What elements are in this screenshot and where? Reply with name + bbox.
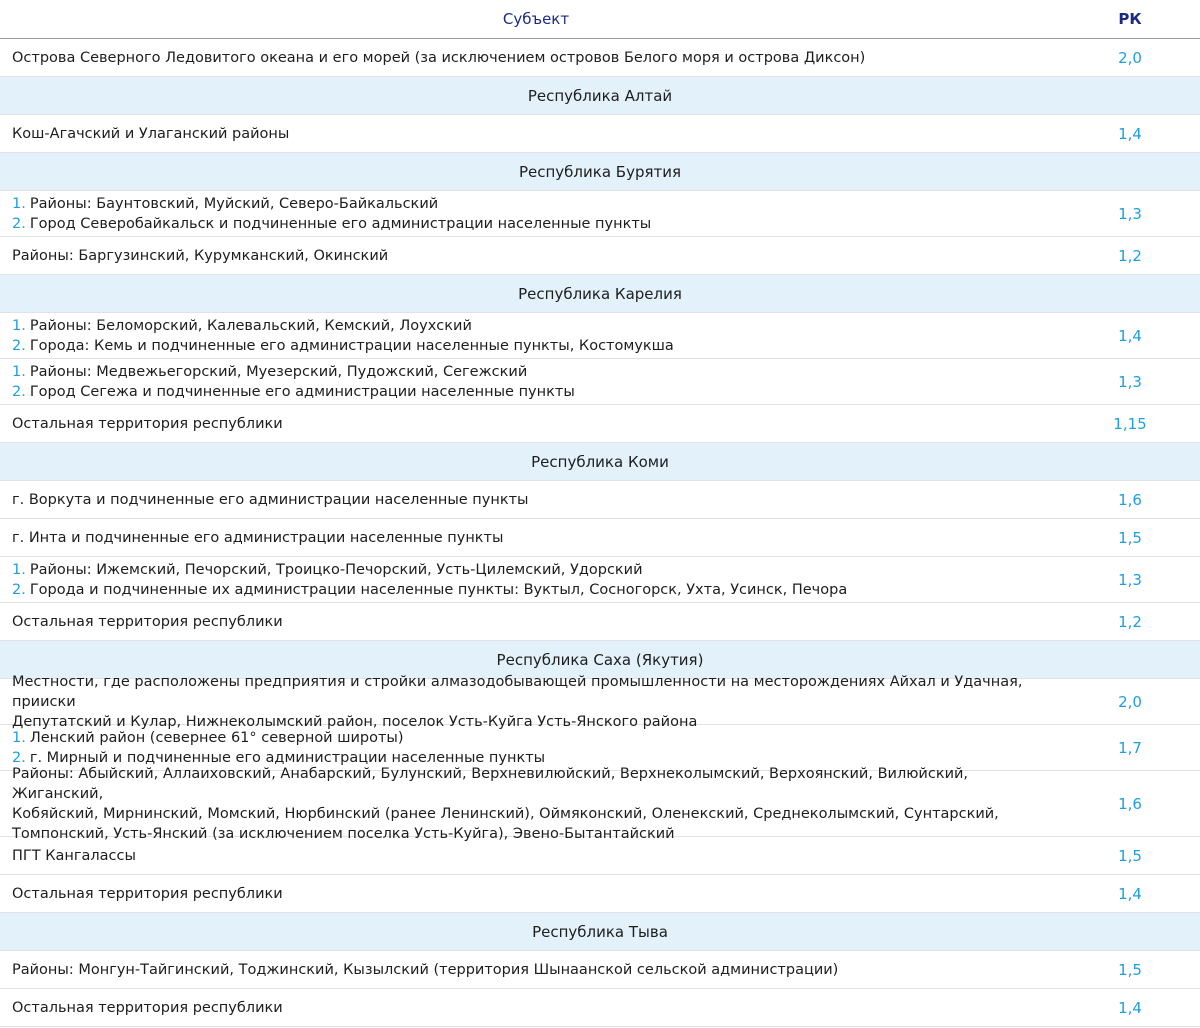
row-value: 1,3 [1118,204,1142,223]
header-subject: Субъект [502,10,570,28]
table-row [0,359,1200,405]
row-text: 1. Районы: Медвежьегорский, Муезерский, Пудожский, Сегежский 2. Город Сегежа и подчиненные его администрации населенные пункты [12,363,575,400]
row-text: г. Воркута и подчиненные его администрации населенные пункты [12,491,529,508]
row-text: Острова Северного Ледовитого океана и его морей (за исключением островов Белого моря и острова Диксон) [12,49,866,66]
table-row [0,765,1200,842]
table-row [0,405,1200,443]
row-text: Местности, где расположены предприятия и стройки алмазодобывающей промышленности на месторождениях Айхал и Удачная, прииски Депутатский и Кулар, Нижнеколымский район, поселок Усть-Куйга Усть-Янского района [12,673,1023,730]
table-row [0,951,1200,989]
row-value: 1,2 [1118,246,1142,265]
list-number: 2. [12,581,26,598]
row-text: Районы: Монгун-Тайгинский, Тоджинский, Кызылский (территория Шынаанской сельской администрации) [12,961,839,978]
list-number: 2. [12,337,26,354]
table-row [0,673,1200,730]
section-karelia: Республика Карелия [0,275,1200,313]
row-text: г. Инта и подчиненные его администрации населенные пункты [12,529,504,546]
row-text: Остальная территория республики [12,999,283,1016]
table-row [0,989,1200,1027]
table-row [0,557,1200,603]
table-row [0,519,1200,557]
list-number: 1. [12,317,26,334]
list-number: 1. [12,729,26,746]
row-text: 1. Районы: Беломорский, Калевальский, Кемский, Лоухский 2. Города: Кемь и подчиненные его администрации населенные пункты, Костомукша [12,317,674,354]
row-text: Остальная территория республики [12,415,283,432]
row-value: 2,0 [1118,692,1142,711]
table-row [0,875,1200,913]
list-number: 1. [12,561,26,578]
list-number: 2. [12,383,26,400]
list-number: 2. [12,215,26,232]
section-altai: Республика Алтай [0,77,1200,115]
row-text: 1. Районы: Баунтовский, Муйский, Северо-Байкальский 2. Город Северобайкальск и подчиненные его администрации населенные пункты [12,195,652,232]
list-number: 2. [12,749,26,766]
row-value: 1,7 [1118,738,1142,757]
row-value: 1,3 [1118,570,1142,589]
table-row [0,39,1200,77]
row-text: Кош-Агачский и Улаганский районы [12,125,290,142]
row-value: 1,5 [1118,846,1142,865]
table-row [0,237,1200,275]
row-value: 2,0 [1118,48,1142,67]
row-value: 1,5 [1118,528,1142,547]
table-row [0,313,1200,359]
section-sakha: Республика Саха (Якутия) [0,641,1200,679]
row-value: 1,15 [1113,414,1147,433]
row-text: Районы: Баргузинский, Курумканский, Окинский [12,247,389,264]
row-value: 1,4 [1118,998,1142,1017]
table-row [0,115,1200,153]
row-value: 1,2 [1118,612,1142,631]
row-text: ПГТ Кангалассы [12,847,136,864]
table-header [0,0,1200,39]
row-value: 1,6 [1118,794,1142,813]
row-value: 1,4 [1118,124,1142,143]
table-row [0,191,1200,237]
row-text: 1. Ленский район (севернее 61° северной широты) 2. г. Мирный и подчиненные его администрации населенные пункты [12,729,546,766]
row-text: Остальная территория республики [12,613,283,630]
row-value: 1,5 [1118,960,1142,979]
table-row [0,603,1200,641]
row-value: 1,3 [1118,372,1142,391]
row-value: 1,4 [1118,326,1142,345]
header-coef: РК [1118,10,1142,28]
row-text: 1. Районы: Ижемский, Печорский, Троицко-Печорский, Усть-Цилемский, Удорский 2. Города и подчиненные их администрации населенные пункты: Вуктыл, Сосногорск, Ухта, Усинск, Печора [12,561,848,598]
row-text: Районы: Абыйский, Аллаиховский, Анабарский, Булунский, Верхневилюйский, Верхнеколымский, Верхоянский, Вилюйский, Жиганский, Кобяйский, Мирнинский, Момский, Нюрбинский (ранее Ленинский), Оймяконский, Оленекский, Среднеколымский, Сунтарский, Томпонский, Усть-Янский (за исключением поселка Усть-Куйга), Эвено-Бытантайский [12,765,999,842]
list-number: 1. [12,195,26,212]
section-buryatia: Республика Бурятия [0,153,1200,191]
list-number: 1. [12,363,26,380]
section-komi: Республика Коми [0,443,1200,481]
row-value: 1,4 [1118,884,1142,903]
section-tyva: Республика Тыва [0,913,1200,951]
row-value: 1,6 [1118,490,1142,509]
row-text: Остальная территория республики [12,885,283,902]
table-row [0,481,1200,519]
